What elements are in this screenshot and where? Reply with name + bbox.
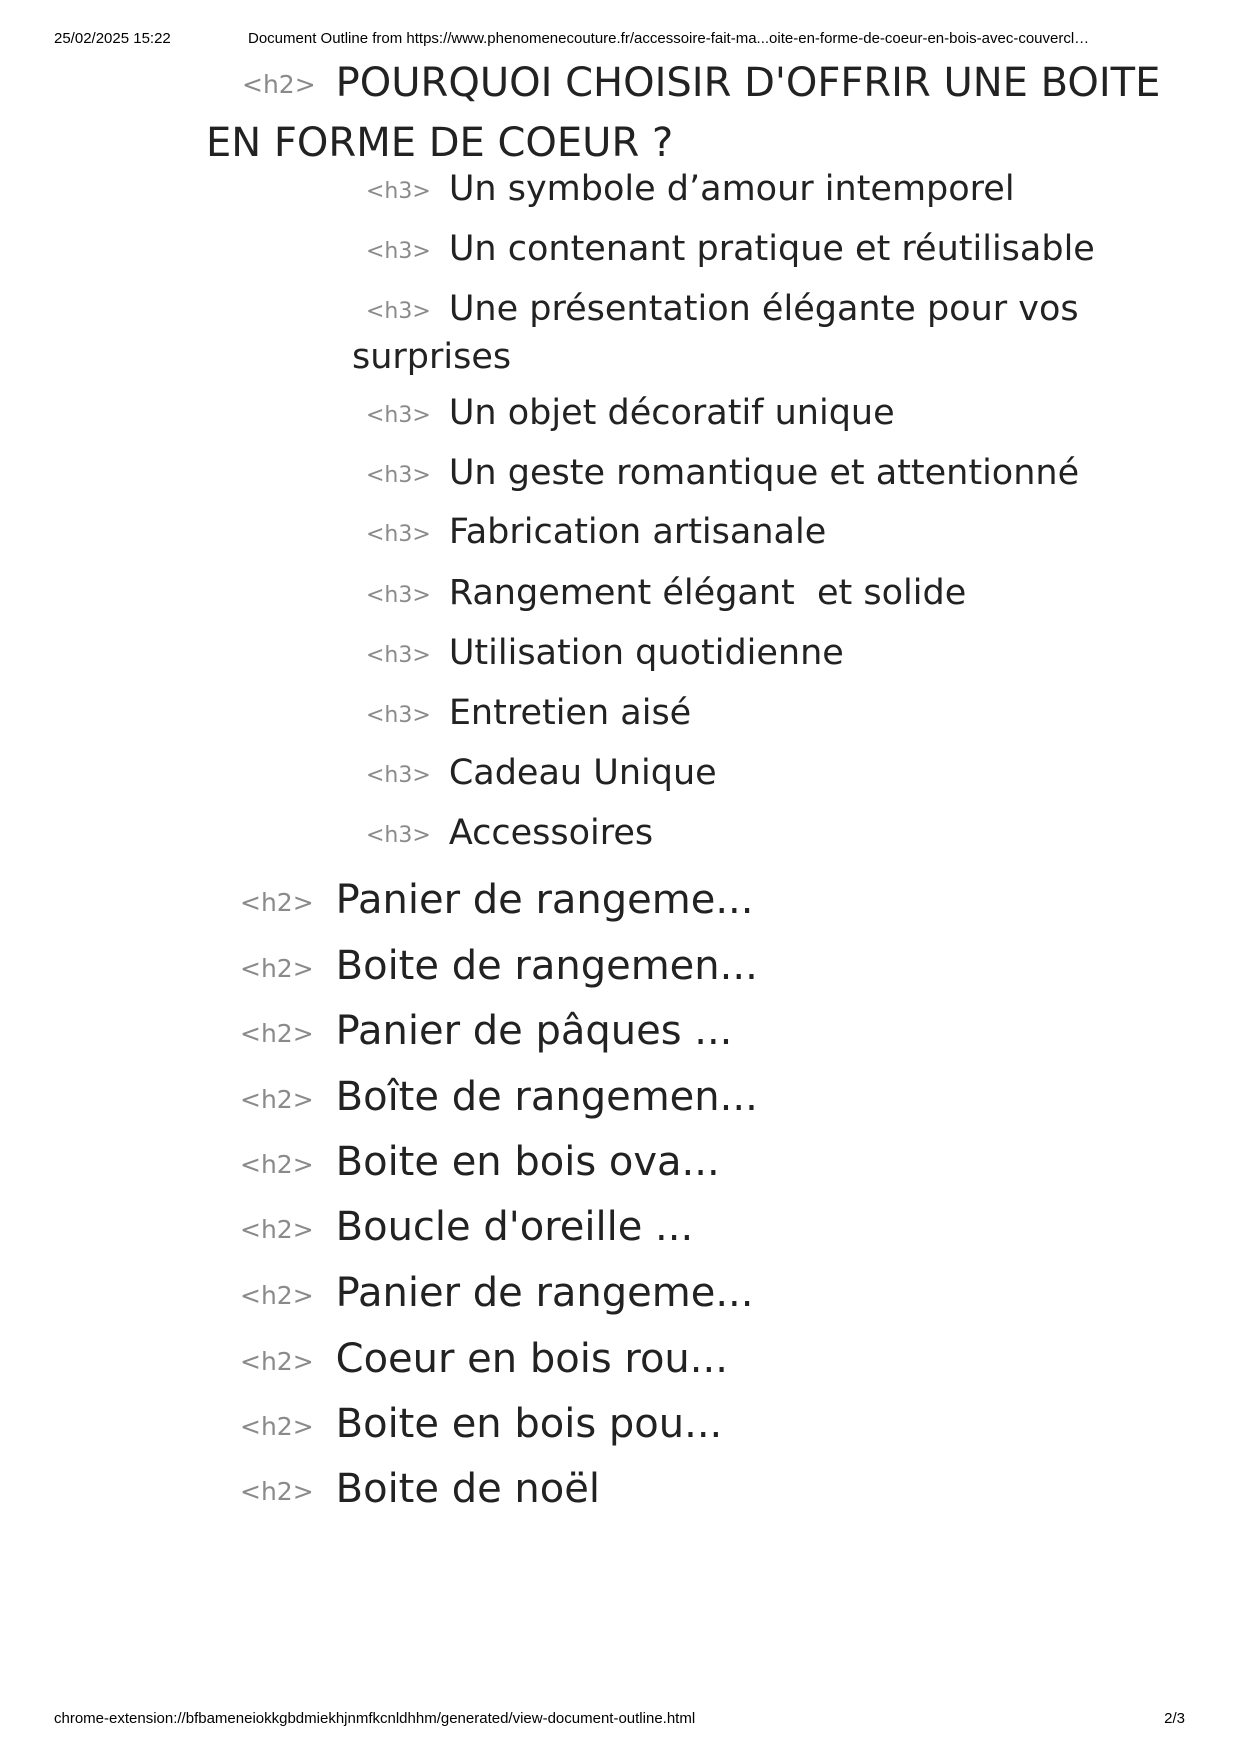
heading-text: Panier de rangeme... (335, 877, 754, 923)
h2-tag: <h2> (240, 1281, 314, 1310)
h2-tag: <h2> (240, 888, 314, 917)
heading-text: Panier de rangeme... (335, 1270, 754, 1316)
outline-item-h2[interactable] (240, 1197, 693, 1260)
subheading-text: Rangement élégant et solide (448, 573, 967, 613)
h3-tag: <h3> (366, 239, 431, 264)
h2-tag: <h2> (240, 1215, 314, 1244)
h2-tag: <h2> (240, 954, 314, 983)
heading-text: Boite de rangemen... (335, 943, 758, 989)
outline-item-h3[interactable] (366, 626, 844, 683)
heading-text: Panier de pâques ... (335, 1008, 733, 1054)
h3-tag: <h3> (366, 522, 431, 547)
h2-tag: <h2> (240, 1347, 314, 1376)
outline-item-h2[interactable] (240, 1329, 728, 1392)
heading-text: POURQUOI CHOISIR D'OFFRIR UNE BOITE (335, 60, 1161, 106)
heading-text-continued: EN FORME DE COEUR ? (206, 120, 674, 166)
h2-tag: <h2> (240, 1019, 314, 1048)
print-url: chrome-extension://bfbameneiokkgbdmiekhjnmfkcnldhhm/generated/view-document-outline.html (54, 1710, 696, 1727)
subheading-text: Accessoires (448, 813, 654, 853)
h3-tag: <h3> (366, 403, 431, 428)
h2-tag: <h2> (240, 1085, 314, 1114)
outline-item-h2[interactable] (240, 870, 753, 933)
subheading-text: Cadeau Unique (448, 753, 717, 793)
subheading-text: Utilisation quotidienne (448, 633, 844, 673)
heading-text: Boucle d'oreille ... (335, 1204, 694, 1250)
outline-item-h2[interactable] (206, 54, 1180, 173)
outline-item-h2[interactable] (240, 1067, 758, 1130)
outline-item-h3[interactable] (366, 505, 826, 562)
subheading-text: Un symbole d’amour intemporel (448, 169, 1015, 209)
heading-text: Boite en bois pou... (335, 1401, 723, 1447)
outline-item-h2[interactable] (240, 936, 758, 999)
heading-text: Boite de noël (335, 1466, 600, 1512)
outline-item-h2[interactable] (240, 1132, 720, 1195)
outline-item-h2[interactable] (240, 1459, 600, 1522)
h2-tag: <h2> (242, 70, 316, 99)
h3-tag: <h3> (366, 463, 431, 488)
h2-tag: <h2> (240, 1477, 314, 1506)
h3-tag: <h3> (366, 583, 431, 608)
h3-tag: <h3> (366, 823, 431, 848)
h3-tag: <h3> (366, 179, 431, 204)
subheading-text: Une présentation élégante pour vos (448, 289, 1079, 329)
heading-text: Boîte de rangemen... (335, 1074, 758, 1120)
outline-item-h3[interactable] (366, 222, 1095, 279)
h3-tag: <h3> (366, 643, 431, 668)
print-title: Document Outline from https://www.phenomenecouture.fr/accessoire-fait-ma...oite-en-forme-de-coeur-en-bois-avec-couvercl… (248, 30, 1090, 47)
h2-tag: <h2> (240, 1412, 314, 1441)
outline-item-h2[interactable] (240, 1263, 753, 1326)
outline-item-h2[interactable] (240, 1001, 732, 1064)
subheading-text: Un contenant pratique et réutilisable (448, 229, 1095, 269)
heading-text: Coeur en bois rou... (335, 1336, 728, 1382)
outline-item-h3[interactable] (366, 386, 895, 443)
outline-item-h3[interactable] (366, 446, 1079, 503)
subheading-text: Un geste romantique et attentionné (448, 453, 1080, 493)
outline-item-h3[interactable] (366, 686, 691, 743)
outline-item-h3[interactable] (366, 162, 1015, 219)
outline-item-h3[interactable] (366, 566, 966, 623)
outline-item-h2[interactable] (240, 1394, 722, 1457)
h2-tag: <h2> (240, 1150, 314, 1179)
h3-tag: <h3> (366, 763, 431, 788)
subheading-text-continued: surprises (352, 337, 512, 377)
print-date: 25/02/2025 15:22 (54, 30, 171, 47)
subheading-text: Entretien aisé (448, 693, 692, 733)
page-number: 2/3 (1164, 1710, 1185, 1727)
outline-item-h3[interactable] (366, 806, 653, 863)
outline-item-h3[interactable] (366, 746, 717, 803)
subheading-text: Un objet décoratif unique (448, 393, 895, 433)
h3-tag: <h3> (366, 703, 431, 728)
h3-tag: <h3> (366, 299, 431, 324)
subheading-text: Fabrication artisanale (448, 512, 827, 552)
heading-text: Boite en bois ova... (335, 1139, 720, 1185)
